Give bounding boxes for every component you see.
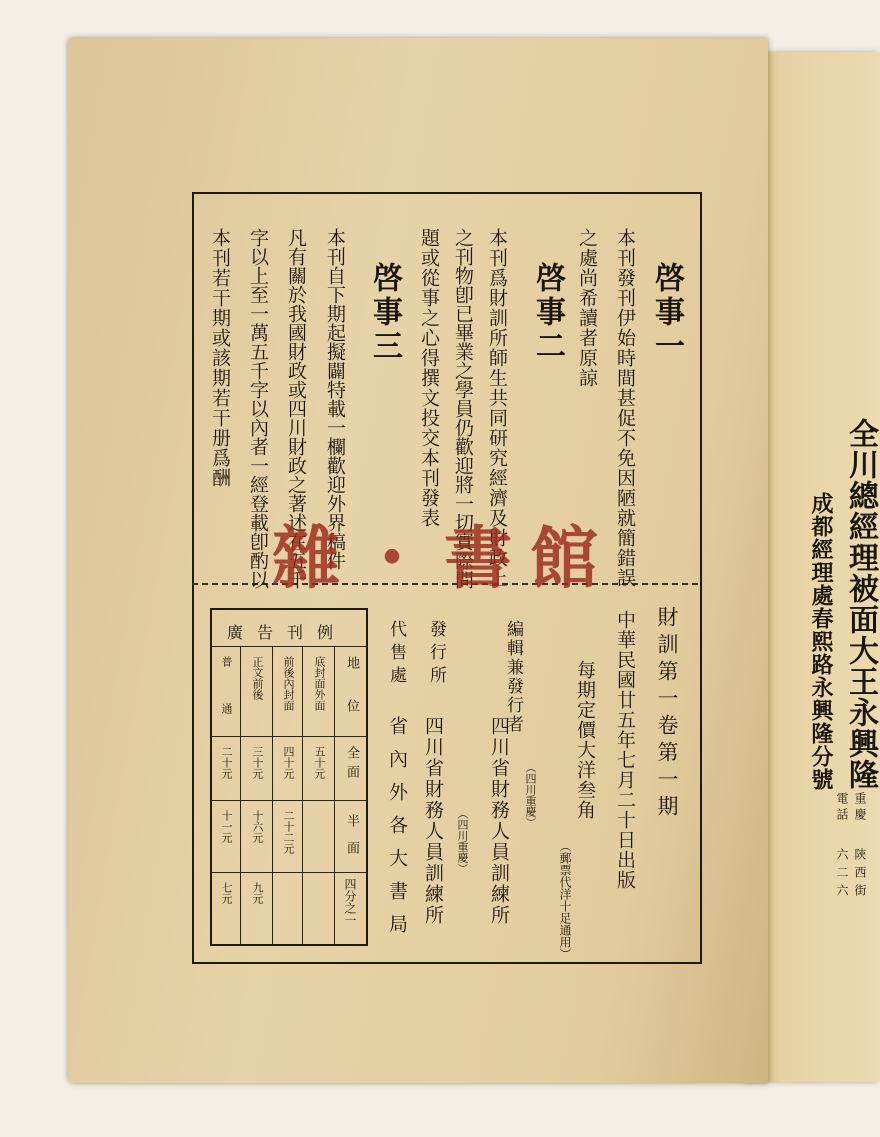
notice3-line3: 字以上至一萬五千字以內者一經登載卽酌以 [247,228,269,589]
editor-label: 編輯兼發行者 [503,620,523,734]
ad-col-half: 半面 [344,814,359,868]
notice2-line3: 題或從事之心得撰文投交本刊發表 [418,228,440,528]
ad-row-value: 三十元 [251,746,264,779]
agents-label: 代售處 [386,620,406,689]
ad-row-label: 前後內封面 [282,656,295,711]
ad-row-value: 十六元 [251,810,264,843]
publisher-label: 發行所 [426,620,446,689]
agents-name: 省內外各大書局 [386,716,408,947]
ad-table-col-rule-4 [240,646,241,944]
right-page-branch: 成都經理處春熙路永興隆分號 [808,492,834,791]
publisher-name: 四川省財務人員訓練所 [422,716,444,926]
ad-row-value: 二十二元 [282,810,295,854]
ad-row-value: 七元 [220,882,233,904]
ad-table-title-rule [210,646,366,647]
ad-row-label: 底封面外面 [313,656,326,711]
right-page-address: 陝西街 [853,848,867,902]
price-note: （郵票代洋十足通用） [558,840,572,960]
notice3-title: 啓事三 [367,262,402,364]
notice3-line1: 本刊自下期起擬闢特載一欄歡迎外界稿件 [324,228,346,570]
library-watermark: 雜・書館 [272,519,617,599]
price: 每期定價大洋叁角 [574,660,596,820]
notice2-line2: 之刊物卽已畢業之學員仍歡迎將一切實際問 [452,228,474,589]
notice3-line2: 凡有關於我國財政或四川財政之著述在五千 [285,228,307,589]
notice1-title: 啓事一 [649,262,684,364]
ad-row-label: 普通 [220,656,233,750]
notice3-line4: 本刊若干期或該期若干册爲酬 [209,228,231,488]
ad-table-row-rule-3 [210,872,366,873]
ad-row-value: 二十元 [220,746,233,779]
ad-row-label: 正文前後 [251,656,264,700]
ad-table-col-rule-1 [334,646,335,944]
notice2-line1: 本刊爲財訓所師生共同研究經濟及財政上 [486,228,508,588]
ad-col-full: 全面 [344,746,359,784]
ad-row-value: 十一元 [220,810,233,843]
ad-rate-title: 廣告刊例 [226,623,347,642]
editor-place: （四川重慶） [524,762,537,828]
ad-header-label: 地位 [344,656,359,742]
ad-row-value: 五十元 [313,746,326,779]
publish-date: 中華民國廿五年七月二十日出版 [614,610,636,890]
editor-name: 四川省財務人員訓練所 [488,716,510,926]
ad-col-quarter: 四分之一 [343,878,357,926]
publisher-place: （四川重慶） [456,808,469,874]
notice2-title: 啓事二 [530,262,565,364]
ad-table-col-rule-2 [302,646,303,944]
right-page-address-label: 重慶 [853,792,867,824]
notice1-line1: 本刊發刊伊始時間甚促不免因陋就簡錯誤 [614,228,636,588]
ad-row-value: 九元 [251,882,264,904]
right-page-main: 全川總經理被面大王永興隆 [843,418,878,790]
ad-table-row-rule-2 [210,800,366,801]
ad-row-value: 四十元 [282,746,295,779]
notice1-line2: 之處尚希讀者原諒 [576,228,598,388]
right-page-phone: 六二六 [835,848,849,902]
ad-table-col-rule-3 [272,646,273,944]
right-page-phone-label: 電話 [835,792,849,824]
journal-issue: 財訓第一卷第一期 [655,606,679,822]
